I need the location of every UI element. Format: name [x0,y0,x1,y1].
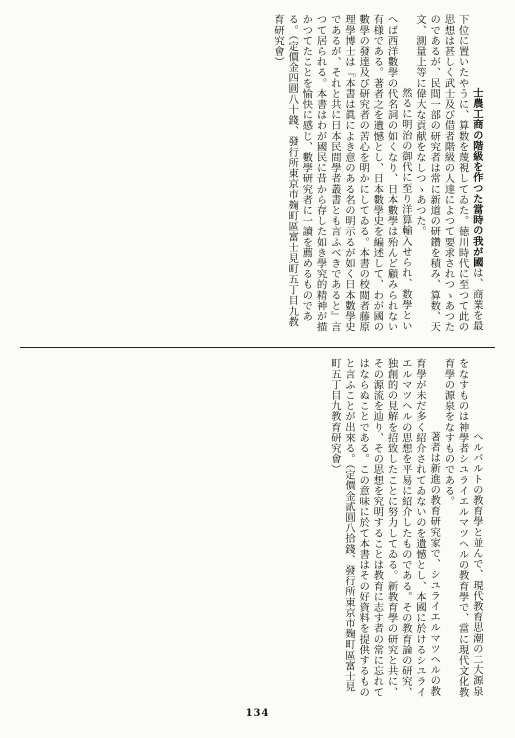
top-column-text [18,14,498,334]
bottom-half [18,358,498,698]
page-number: 134 [245,708,270,719]
bottom-column-text [18,358,498,698]
paragraph: ヘルバルトの教育學と並んで、現代教育思潮の二大源泉をなすものは神學者シユライエルマツヘルの教育學で、當に現代文化教育學の源泉をなすものである。 [442,358,483,698]
paragraph: 著者は新進の教育研究家で、シユライエルマツヘルの教育學が未だ多く紹介されてゐないのを遺憾とし、本國に於けるシユライエルマツヘルの思想を平易に紹介したものである。その教育論の研究、独創的の見解を招致したことに努力してゐる。新教育學の研究と共に、その源流を辿り、その思想を究明することは教育に志す者の常に忘れてはならぬことである。この意味に於て本書はその好資料を提供するものと言ふことが出來る。（定價金貳圓八拾錢、發行所東京市麹町區富士見町五丁目九教育研究會） [328,358,441,698]
divider [20,347,495,348]
paragraph: は、商業を最下位に置いたやうに、算数を蔑視してゐた。徳川時代に至つて此の思想は甚しく武士及び借者階級の人達によつて要求されつゝあつたのであるが、民間一部の研究者は常に新道の研鑽を積み、算数、天文、測量上等に偉大な貢献をなしつゝあつた。 [413,14,483,332]
lead-phrase: 士農工商の階級を作つた當時の我が國 [470,87,483,268]
paragraph: 然るに明治の御代に至り洋算輸入せられ、数學といへば西洋數學の代名詞の如くなり、日本數學は殆んど顧みられない有様である。著者之を遺憾とし、日本數學史を編述して、わが國の數學の發達及び研究者の苦心を明かにしてゐる。本書の校閲者藤原理學博士は『本書は眞によき意のある名の明示るが如く日本數學史であるが、それと共に日本民間學者叢書とも言ふべきであると』言つて居られる。本書はわが國民に昔から存した如き學究的精神が描かつてたことを愉快に感じ、數學研究者に一讀を薦めるものである。（定價金四圓八十錢、發行所東京市麹町區富士見町五丁目九教育研究會） [271,14,412,332]
top-half [18,14,498,334]
